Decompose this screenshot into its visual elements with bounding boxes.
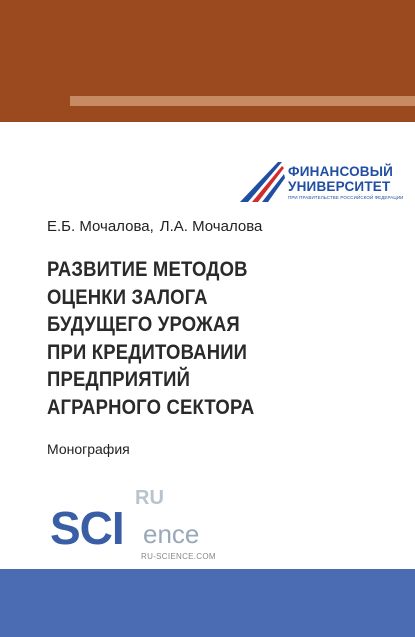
publisher-ence: ence bbox=[143, 519, 200, 549]
title-line: РАЗВИТИЕ МЕТОДОВ bbox=[47, 257, 248, 281]
book-title bbox=[47, 256, 339, 421]
author-1: Е.Б. Мочалова, bbox=[47, 218, 154, 235]
author-2: Л.А. Мочалова bbox=[159, 218, 263, 235]
logo-line-1: ФИНАНСОВЫЙ bbox=[288, 164, 394, 179]
title-line: БУДУЩЕГО УРОЖАЯ bbox=[47, 312, 240, 336]
title-line: ОЦЕНКИ ЗАЛОГА bbox=[47, 284, 208, 309]
title-line: ПРИ КРЕДИТОВАНИИ bbox=[47, 339, 248, 364]
title-line: АГРАРНОГО СЕКТОРА bbox=[47, 394, 255, 419]
bottom-band bbox=[0, 569, 415, 637]
publisher-sci: SCI bbox=[50, 502, 124, 554]
university-logo bbox=[238, 158, 404, 204]
authors bbox=[47, 218, 262, 235]
top-stripe bbox=[70, 96, 415, 106]
publisher-logo bbox=[50, 487, 250, 567]
logo-subtitle: ПРИ ПРАВИТЕЛЬСТВЕ РОССИЙСКОЙ ФЕДЕРАЦИИ bbox=[288, 195, 404, 200]
publisher-url: RU-SCIENCE.COM bbox=[141, 552, 216, 561]
title-line: ПРЕДПРИЯТИЙ bbox=[47, 367, 191, 391]
publisher-ru: RU bbox=[135, 487, 164, 509]
logo-line-2: УНИВЕРСИТЕТ bbox=[288, 179, 391, 194]
genre-label: Монография bbox=[47, 441, 130, 457]
financial-university-logo-icon bbox=[238, 158, 288, 204]
